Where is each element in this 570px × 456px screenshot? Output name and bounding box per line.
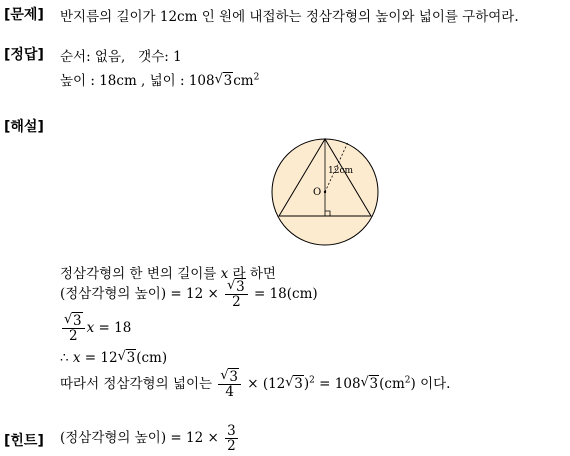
denominator: 2: [227, 438, 236, 455]
step2-text: (정삼각형의 높이) = 12 ×: [60, 286, 224, 303]
step5-mid3: = 108: [314, 376, 361, 393]
denominator: 2: [232, 294, 241, 311]
solution-step-5: [60, 370, 450, 399]
therefore-symbol: ∴: [60, 350, 73, 366]
step2-suffix: = 18(cm): [249, 286, 318, 303]
center-label: O: [313, 187, 322, 198]
sqrt-symbol: [64, 314, 83, 328]
exponent: 2: [309, 375, 315, 386]
step4-mid: = 12: [80, 350, 118, 366]
denominator: 4: [225, 384, 234, 401]
problem-label: [문제]: [4, 7, 44, 23]
sqrt-symbol: [227, 280, 246, 294]
center-point: [324, 191, 326, 193]
exponent: 2: [404, 375, 411, 386]
solution-step-4: [60, 350, 167, 366]
answer-label: [정답]: [4, 47, 44, 63]
solution-step-2: [60, 280, 318, 309]
step3-suffix: = 18: [94, 320, 132, 337]
variable-x: x: [220, 266, 229, 282]
step5-mid1: × (12: [242, 376, 286, 393]
answer-order-count: 순서: 없음, 갯수: 1: [60, 49, 182, 65]
answer-line-1: [60, 45, 182, 65]
step5-mid4: (cm: [379, 376, 405, 393]
numerator: 3: [227, 423, 236, 439]
step4-suffix: (cm): [136, 350, 168, 366]
sqrt-symbol: [285, 376, 304, 392]
radicand: 3: [73, 313, 82, 329]
variable-x: x: [86, 320, 95, 337]
radicand: 3: [223, 73, 233, 89]
step1-text: 정삼각형의 한 변의 길이를: [60, 266, 221, 282]
sqrt-symbol: [118, 350, 137, 366]
answer-line-2: [60, 69, 259, 89]
radicand: 3: [294, 376, 303, 393]
hint-prefix: (정삼각형의 높이) = 12 ×: [60, 430, 224, 447]
fraction: [218, 370, 241, 399]
radius-label: 12cm: [328, 166, 354, 176]
variable-x: x: [72, 350, 81, 366]
denominator: 2: [69, 328, 78, 345]
step5-text: 따라서 정삼각형의 넓이는: [60, 376, 217, 393]
fraction: [225, 424, 238, 453]
sqrt-symbol: [215, 73, 234, 89]
hint-text: [60, 424, 240, 453]
step1-suffix: 라 하면: [228, 266, 276, 282]
inscribed-triangle-figure: [268, 136, 382, 248]
solution-label: [해설]: [4, 119, 44, 135]
step5-suffix: ) 이다.: [410, 376, 451, 393]
radicand: 3: [229, 369, 238, 385]
step5-mid2: ): [303, 376, 310, 393]
hint-label: [힌트]: [4, 433, 44, 449]
fraction: [62, 314, 85, 343]
solution-step-3: [60, 314, 131, 343]
radicand: 3: [236, 279, 245, 295]
sqrt-symbol: [361, 376, 380, 392]
fraction: [225, 280, 248, 309]
radicand: 3: [369, 376, 379, 393]
exponent: 2: [253, 72, 260, 83]
sqrt-symbol: [220, 370, 239, 384]
unit: cm: [233, 73, 254, 89]
radicand: 3: [126, 350, 136, 366]
answer-height-area: 높이 : 18cm , 넓이 : 108: [60, 73, 215, 89]
problem-text: 반지름의 길이가 12cm 인 원에 내접하는 정삼각형의 높이와 넓이를 구하여라.: [60, 9, 519, 25]
